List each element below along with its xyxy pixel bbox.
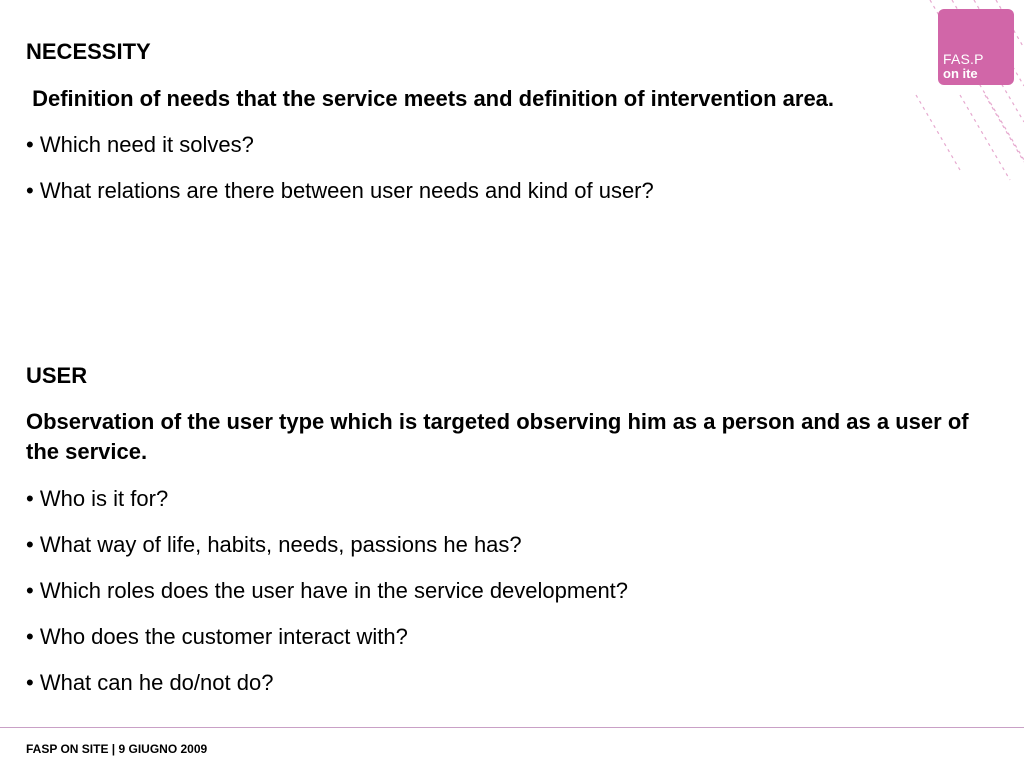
necessity-definition: Definition of needs that the service meets and definition of intervention area. [26, 86, 835, 111]
user-bullet-2: • What way of life, habits, needs, passions he has? [26, 532, 522, 557]
user-bullet-1: • Who is it for? [26, 486, 169, 511]
logo-text-line1: FAS.P [943, 51, 984, 67]
necessity-heading: NECESSITY [26, 39, 151, 64]
footer-divider [0, 727, 1024, 728]
necessity-bullet-1: • Which need it solves? [26, 132, 254, 157]
logo-text-line2: on ite [943, 66, 978, 81]
footer-text: FASP ON SITE | 9 GIUGNO 2009 [26, 742, 208, 756]
user-bullet-3: • Which roles does the user have in the service development? [26, 578, 629, 603]
user-heading: USER [26, 363, 88, 388]
user-bullet-4: • Who does the customer interact with? [26, 624, 408, 649]
user-definition: Observation of the user type which is targeted observing him as a person and as a user of the service. [26, 409, 969, 464]
necessity-bullet-2: • What relations are there between user needs and kind of user? [26, 178, 654, 203]
user-bullet-5: • What can he do/not do? [26, 670, 274, 695]
fasp-logo [938, 9, 1014, 85]
